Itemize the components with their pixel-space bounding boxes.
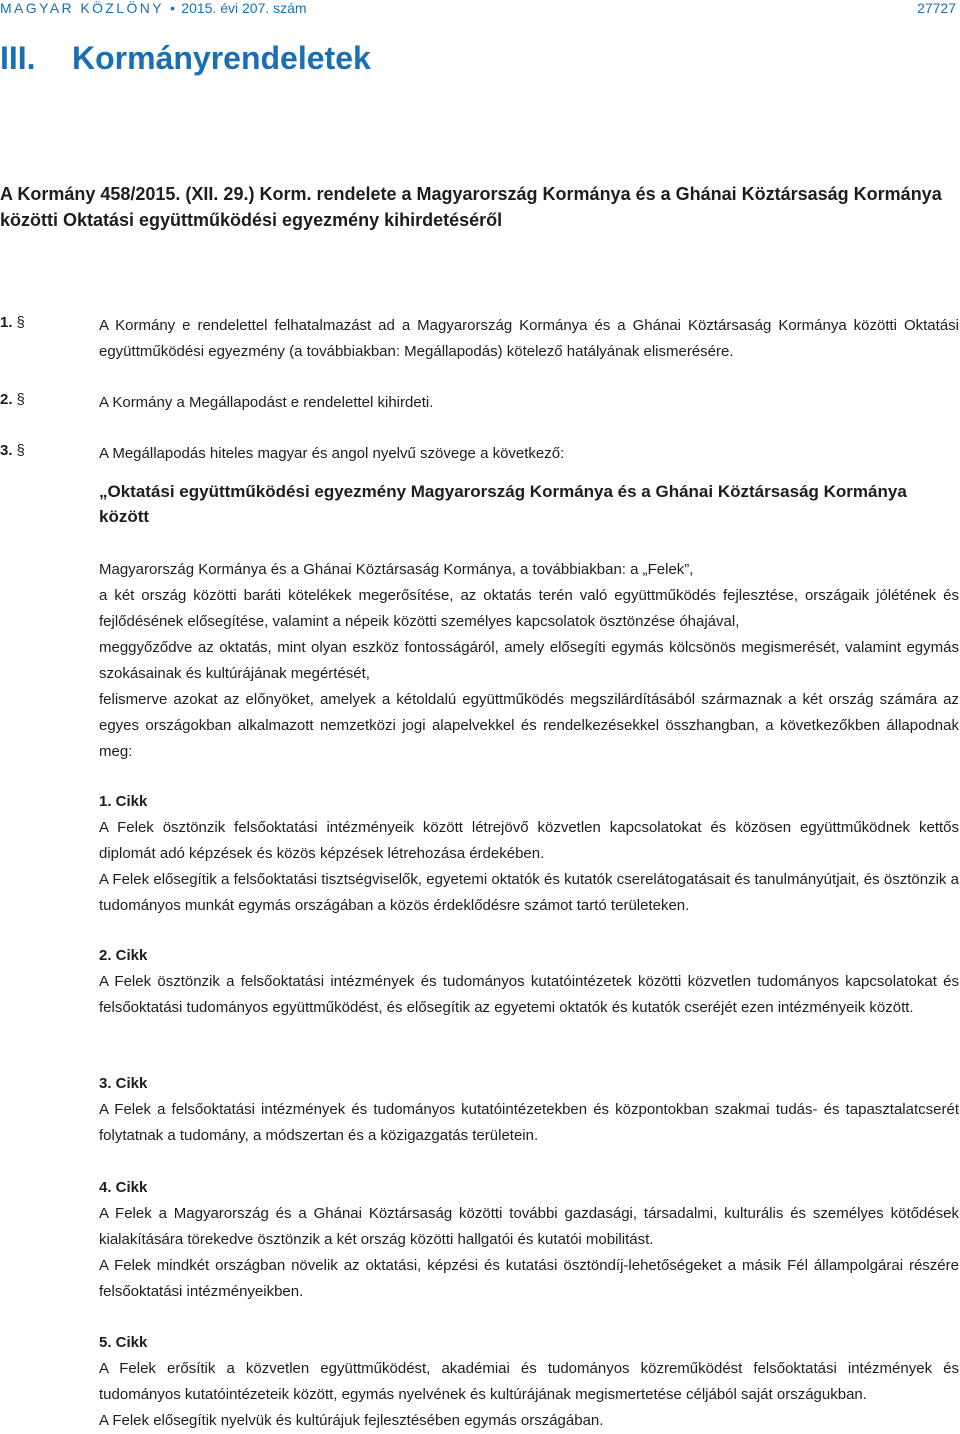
article-heading: 2. Cikk [99,947,148,964]
section-3-number: 3. § [0,442,25,459]
article-heading: 3. Cikk [99,1075,148,1092]
article-paragraph: A Felek a Magyarország és a Ghánai Köztársaság közötti további gazdasági, társadalmi, kulturális és személyes kötődések kialakítására törekedve ösztönzik a két ország közötti hallgatói és kutatói mobilitást. [99,1205,959,1248]
article-4 [99,1175,959,1305]
section-1-text: A Kormány e rendelettel felhatalmazást ad a Magyarország Kormánya és a Ghánai Köztársaság Kormánya közötti Oktatási együttműködési egyezmény (a továbbiakban: Megállapodás) kötelező hatályának elismerésére. [99,317,959,360]
article-paragraph: A Felek ösztönzik a felsőoktatási intézmények és tudományos kutatóintézetek közötti közvetlen tudományos kapcsolatokat és felsőoktatási tudományos együttműködést, és elősegítik az egyetemi oktatók és kutatók cseréjét ezen intézményeik között. [99,973,959,1016]
issue-number: 2015. évi 207. szám [181,0,307,16]
section-3-text: A Megállapodás hiteles magyar és angol nyelvű szövege a következő: [99,445,565,462]
preamble-paragraph: felismerve azokat az előnyöket, amelyek a kétoldalú együttműködés megszilárdításából származnak a két ország számára az egyes országokban alkalmazott nemzetközi jogi alapelvekkel és rendelkezésekkel összhangban, a következőkben állapodnak meg: [99,691,959,760]
preamble [99,557,959,765]
article-5 [99,1330,959,1434]
section-2-text: A Kormány a Megállapodást e rendelettel kihirdeti. [99,394,434,411]
article-paragraph: A Felek mindkét országban növelik az oktatási, képzési és kutatási ösztöndíj-lehetőségeket a másik Fél állampolgárai részére felsőoktatási intézményeikben. [99,1257,959,1300]
section-1-number: 1. § [0,314,25,331]
header-bullet: • [170,0,175,16]
preamble-paragraph: a két ország közötti baráti kötelékek megerősítése, az oktatás terén való együttműködés fejlesztése, országaik jólétének és fejlődésének elősegítése, valamint a népeik közötti személyes kapcsolatok ösztönzése óhajával, [99,587,959,630]
article-heading: 1. Cikk [99,793,148,810]
chapter-heading [0,40,371,77]
article-paragraph: A Felek erősítik a közvetlen együttműködést, akadémiai és tudományos közreműködést felsőoktatási intézmények és tudományos kutatóintézeteik között, egymás nyelvének és kultúrájának megismertetése céljából saját országukban. [99,1360,959,1403]
article-1 [99,789,959,919]
chapter-numeral: III. [0,40,36,76]
article-heading: 4. Cikk [99,1179,148,1196]
preamble-paragraph: Magyarország Kormánya és a Ghánai Köztársaság Kormánya, a továbbiakban: a „Felek”, [99,561,694,578]
article-paragraph: A Felek elősegítik a felsőoktatási tisztségviselők, egyetemi oktatók és kutatók cserelátogatásait és tanulmányútjait, és ösztönzik a tudományos munkát egymás országában a közös érdeklődésre számot tartó területeken. [99,871,959,914]
article-paragraph: A Felek a felsőoktatási intézmények és tudományos kutatóintézetekben és központokban szakmai tudás- és tapasztalatcserét folytatnak a tudomány, a módszertan és a közigazgatás területein. [99,1101,959,1144]
running-header [0,0,307,16]
decree-title: A Kormány 458/2015. (XII. 29.) Korm. rendelete a Magyarország Kormánya és a Ghánai Köztársaság Kormánya közötti Oktatási együttműködési egyezmény kihirdetéséről [0,184,942,230]
article-paragraph: A Felek elősegítik nyelvük és kultúrájuk fejlesztésében egymás országában. [99,1412,604,1429]
article-paragraph: A Felek ösztönzik felsőoktatási intézményeik között létrejövő közvetlen kapcsolatokat és közösen együttműködnek kettős diplomát adó képzések és közös képzések létrehozása érdekében. [99,819,959,862]
article-2 [99,943,959,1021]
agreement-title: „Oktatási együttműködési egyezmény Magyarország Kormánya és a Ghánai Köztársaság Kormánya között [99,482,907,526]
page-number: 27727 [917,0,956,16]
journal-name: MAGYAR KÖZLÖNY [0,0,164,16]
section-2-number: 2. § [0,391,25,408]
chapter-title: Kormányrendeletek [72,40,371,76]
article-heading: 5. Cikk [99,1334,148,1351]
preamble-paragraph: meggyőződve az oktatás, mint olyan eszköz fontosságáról, amely elősegíti egymás kölcsönös megismerését, valamint egymás szokásainak és kultúrájának megértését, [99,639,959,682]
article-3 [99,1071,959,1149]
